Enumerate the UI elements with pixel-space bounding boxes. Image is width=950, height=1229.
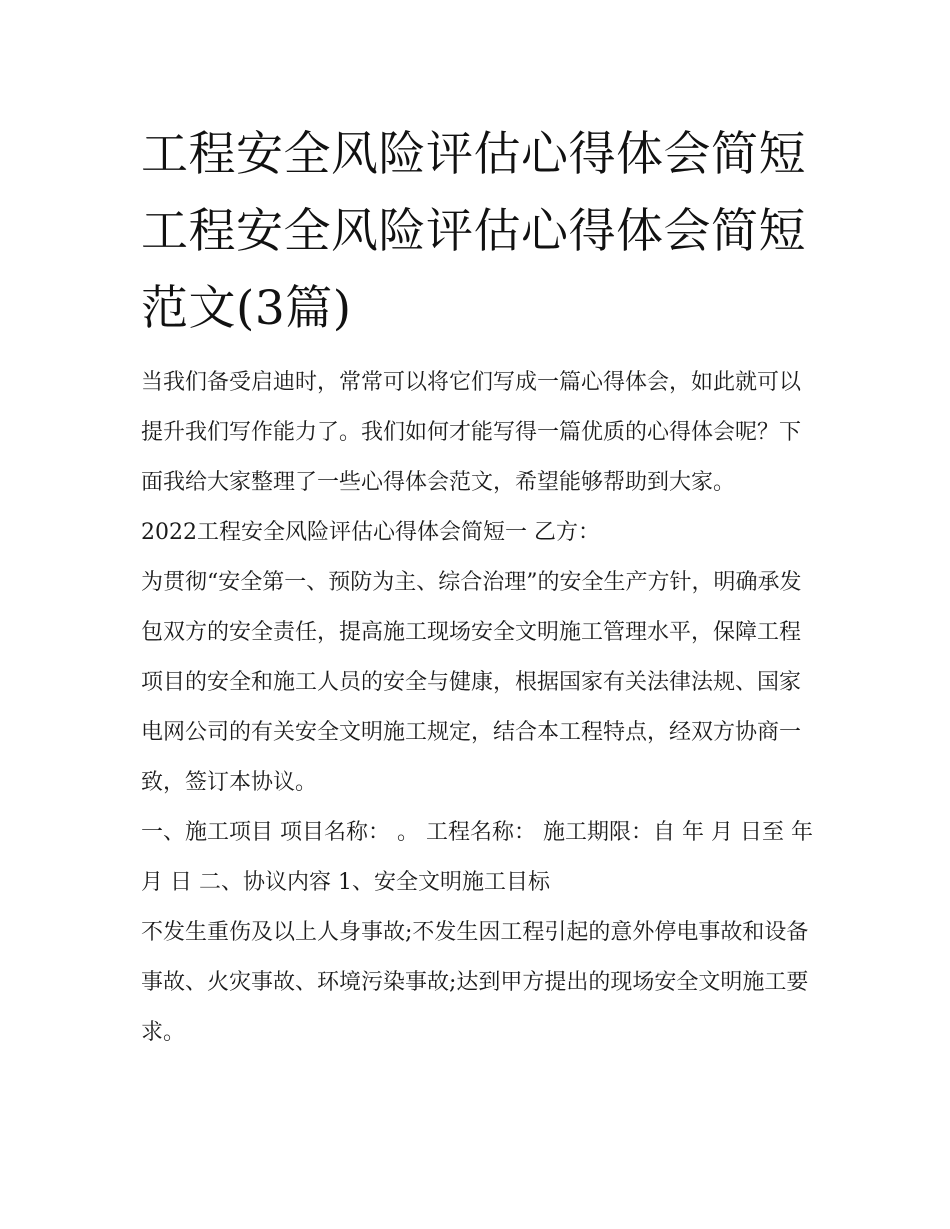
document-title: 工程安全风险评估心得体会简短 工程安全风险评估心得体会简短范文(3篇) <box>141 127 806 336</box>
intro-paragraph: 当我们备受启迪时，常常可以将它们写成一篇心得体会，如此就可以提升我们写作能力了。我们如何才能写得一篇优质的心得体会呢？下面我给大家整理了一些心得体会范文，希望能够帮助到大家。 <box>141 370 802 495</box>
safety-goal-paragraph: 不发生重伤及以上人身事故;不发生因工程引起的意外停电事故和设备事故、火灾事故、环境污染事故;达到甲方提出的现场安全文明施工要求。 <box>141 920 809 1045</box>
project-info-paragraph: 一、施工项目 项目名称： 。 工程名称： 施工期限：自 年 月 日至 年 月 日 二、协议内容 1、安全文明施工目标 <box>141 820 813 895</box>
document-body <box>141 358 821 1058</box>
body-paragraph: 为贯彻“安全第一、预防为主、综合治理”的安全生产方针，明确承发包双方的安全责任，提高施工现场安全文明施工管理水平，保障工程项目的安全和施工人员的安全与健康，根据国家有关法律法规、国家电网公司的有关安全文明施工规定，结合本工程特点，经双方协商一致，签订本协议。 <box>141 570 802 795</box>
section-heading: 2022工程安全风险评估心得体会简短一 乙方： <box>141 520 600 545</box>
